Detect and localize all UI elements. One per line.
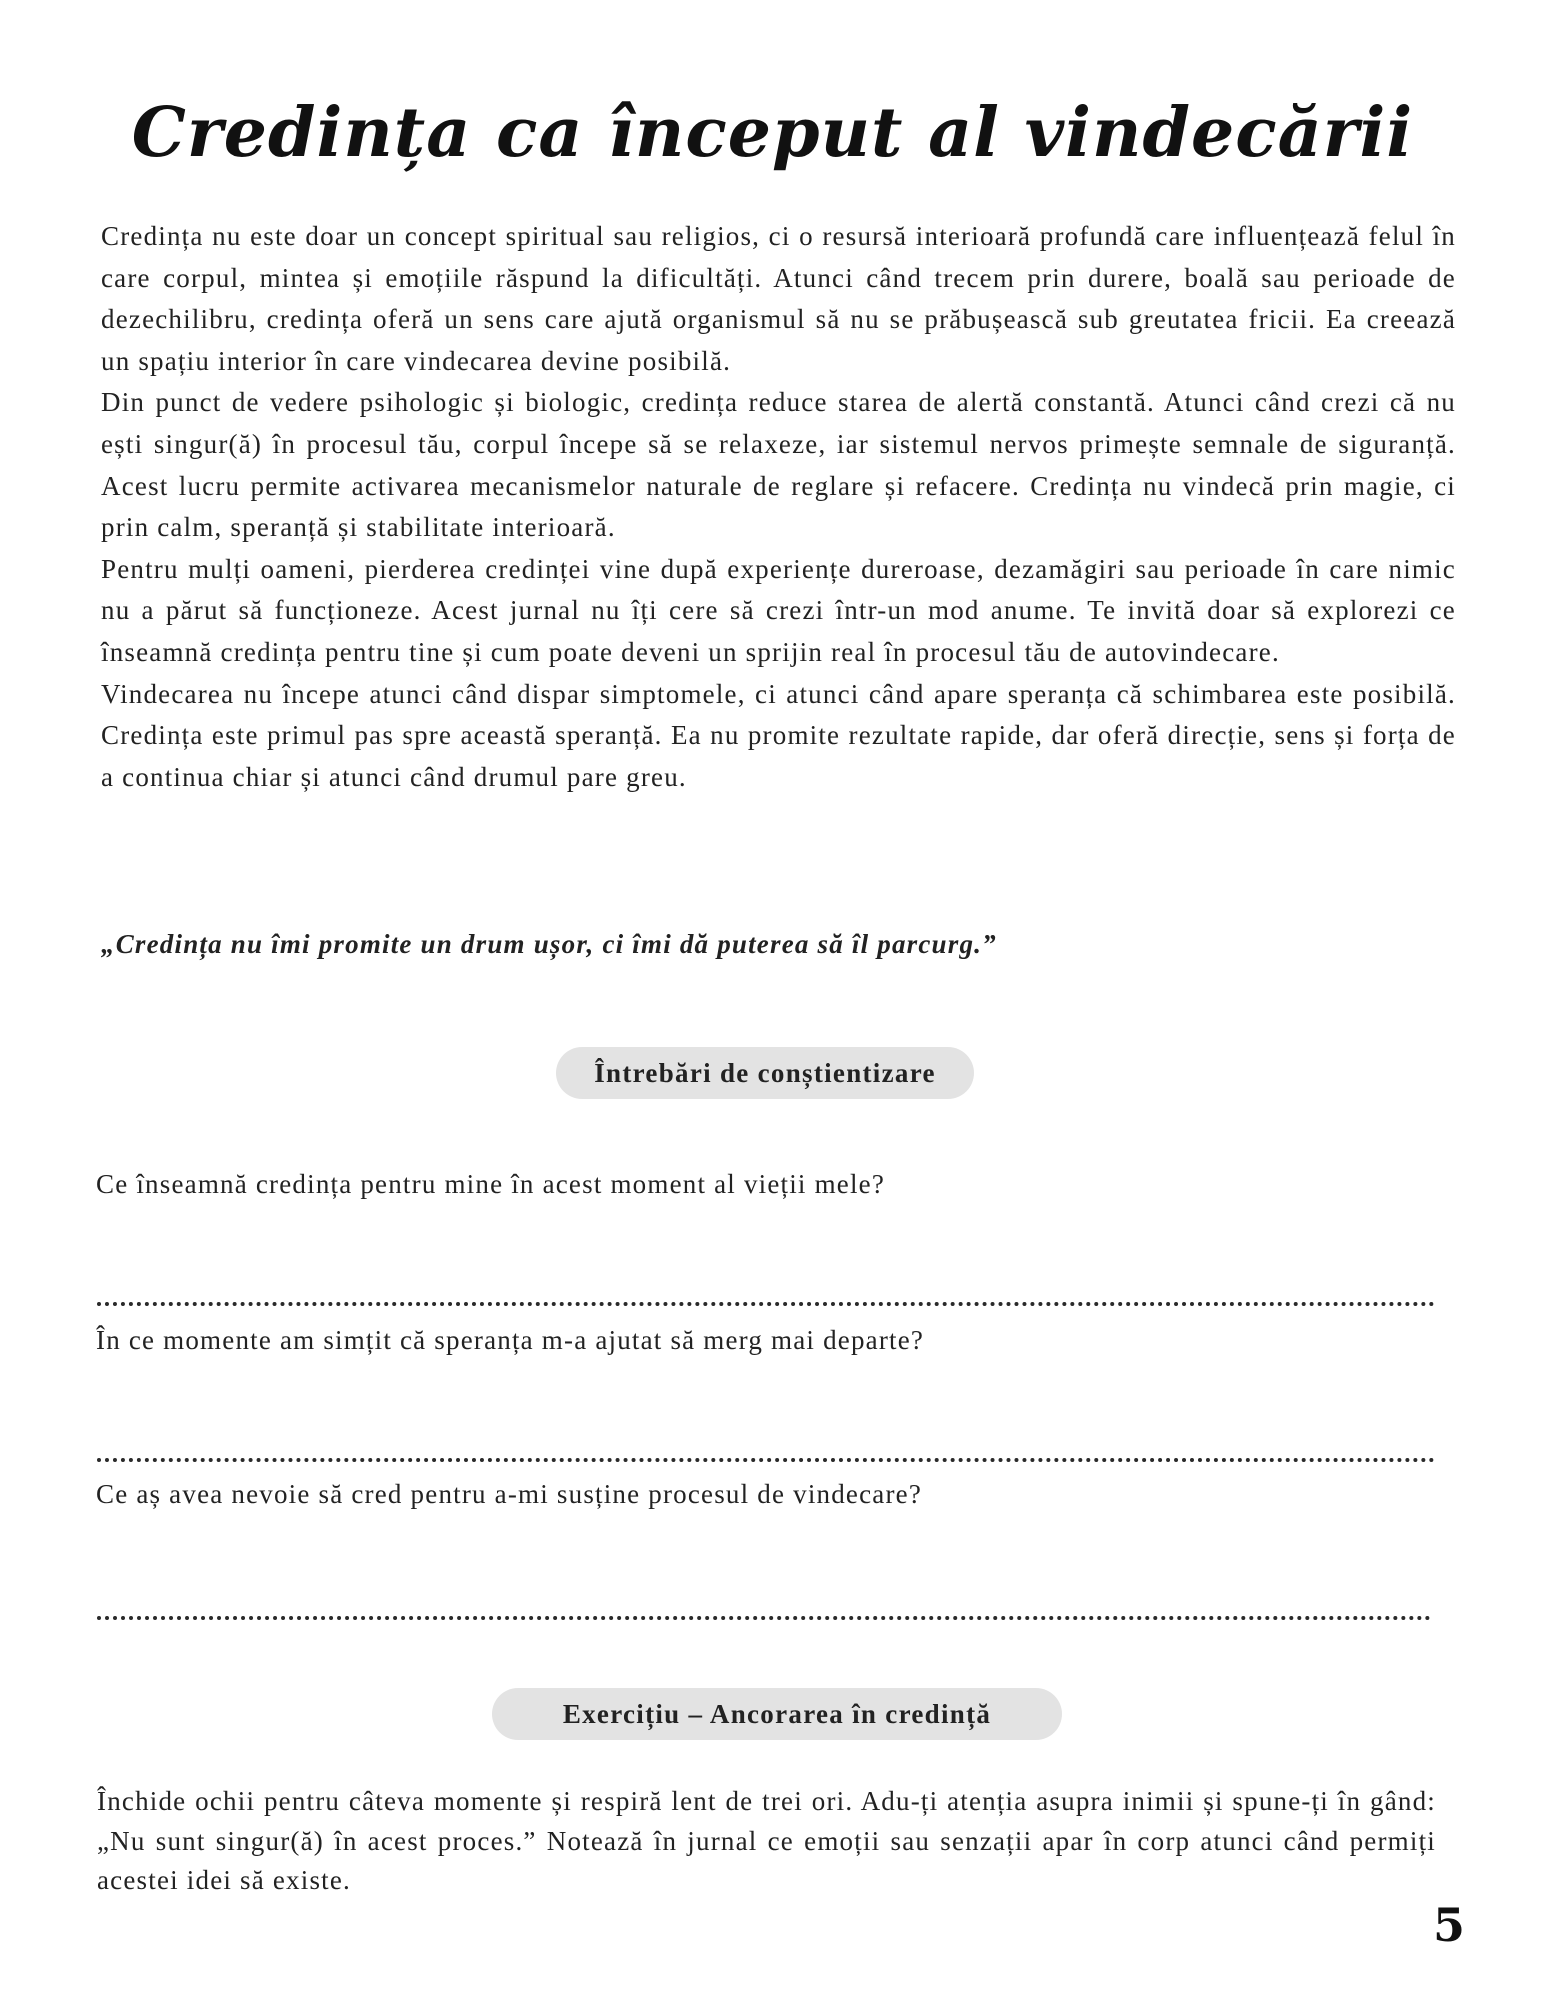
- answer-line-1[interactable]: [97, 1302, 1435, 1306]
- questions-heading: Întrebări de conștientizare: [556, 1047, 974, 1099]
- question-1: Ce înseamnă credința pentru mine în acest moment al vieții mele?: [96, 1169, 886, 1199]
- paragraph: Vindecarea nu începe atunci când dispar simptomele, ci atunci când apare speranța că schimbarea este posibilă. Credința este primul pas spre această speranță. Ea nu promite rezultate rapide, dar oferă direcție, sens și forța de a continua chiar și atunci când drumul pare greu.: [101, 678, 1456, 792]
- page-number: 5: [1432, 1898, 1465, 1952]
- page-title: Credința ca început al vindecării: [131, 93, 1414, 173]
- answer-line-2[interactable]: [97, 1458, 1435, 1462]
- paragraph: Pentru mulți oameni, pierderea credinței vine după experiențe dureroase, dezamăgiri sau perioade în care nimic nu a părut să funcționeze. Acest jurnal nu îți cere să crezi într-un mod anume. Te invită doar să explorezi ce înseamnă credința pentru tine și cum poate deveni un sprijin real în procesul tău de autovindecare.: [101, 553, 1456, 667]
- exercise-heading: Exercițiu – Ancorarea în credință: [492, 1688, 1062, 1740]
- answer-line-3[interactable]: [97, 1616, 1431, 1620]
- question-3: Ce aș avea nevoie să cred pentru a-mi susține procesul de vindecare?: [96, 1479, 923, 1509]
- question-2: În ce momente am simțit că speranța m-a ajutat să merg mai departe?: [96, 1325, 925, 1355]
- exercise-text: Închide ochii pentru câteva momente și respiră lent de trei ori. Adu-ți atenția asupra inimii și spune-ți în gând: „Nu sunt singur(ă) în acest proces.” Notează în jurnal ce emoții sau senzații apar în corp atunci când permiți acestei idei să existe.: [97, 1786, 1436, 1895]
- paragraph: Credința nu este doar un concept spiritual sau religios, ci o resursă interioară profundă care influențează felul în care corpul, mintea și emoțiile răspund la dificultăți. Atunci când trecem prin durere, boală sau perioade de dezechilibru, credința oferă un sens care ajută organismul să nu se prăbușească sub greutatea fricii. Ea creează un spațiu interior în care vindecarea devine posibilă.: [101, 221, 1456, 376]
- quote: „Credința nu îmi promite un drum ușor, ci îmi dă puterea să îl parcurg.”: [101, 929, 997, 959]
- paragraph: Din punct de vedere psihologic și biologic, credința reduce starea de alertă constantă. Atunci când crezi că nu ești singur(ă) în procesul tău, corpul începe să se relaxeze, iar sistemul nervos primește semnale de siguranță. Acest lucru permite activarea mecanismelor naturale de reglare și refacere. Credința nu vindecă prin magie, ci prin calm, speranță și stabilitate interioară.: [101, 387, 1456, 543]
- intro-text: [101, 216, 1456, 798]
